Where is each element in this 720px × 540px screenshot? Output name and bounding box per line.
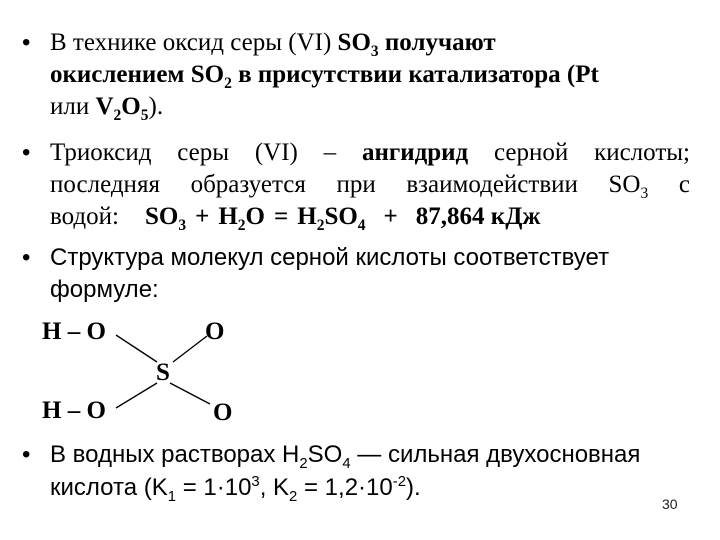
bullet-4-marker: • bbox=[22, 441, 31, 468]
text: кислота (K bbox=[50, 474, 168, 501]
word: взаимодействии bbox=[406, 171, 578, 198]
bond-o-s-top-left bbox=[116, 335, 157, 362]
text: в присутствии катализатора (Pt bbox=[231, 61, 599, 88]
text: 87,864 кДж bbox=[415, 203, 541, 230]
subscript: 1 bbox=[167, 488, 177, 505]
subscript: 3 bbox=[178, 217, 187, 234]
text: получают bbox=[378, 29, 496, 56]
text: + bbox=[383, 203, 398, 230]
subscript: 2 bbox=[237, 217, 246, 234]
text: SO bbox=[324, 203, 358, 230]
text: = bbox=[273, 203, 289, 230]
subscript: 2 bbox=[289, 488, 298, 505]
text: окислением SO bbox=[50, 61, 225, 88]
bullet-3-marker: • bbox=[22, 244, 31, 271]
text: SO bbox=[307, 441, 343, 468]
subscript: 4 bbox=[357, 217, 366, 234]
bullet-4-line-2 bbox=[50, 473, 421, 503]
subscript: 4 bbox=[342, 455, 351, 472]
bullet-3-line-2: формуле: bbox=[50, 276, 159, 303]
bullet-4-line-1 bbox=[50, 440, 640, 470]
superscript: -2 bbox=[392, 474, 406, 490]
text: O bbox=[245, 203, 265, 230]
subscript: 5 bbox=[140, 107, 149, 124]
bond-s-o-bottom-right bbox=[170, 383, 210, 404]
text: В водных растворах H bbox=[50, 441, 300, 468]
formula-top-left: H – O bbox=[42, 318, 106, 345]
subscript: 3 bbox=[640, 185, 649, 202]
word: – bbox=[323, 139, 337, 166]
word: последняя bbox=[50, 171, 160, 198]
bullet-1-marker: • bbox=[22, 29, 31, 56]
word: (VI) bbox=[254, 139, 298, 166]
page-number: 30 bbox=[662, 496, 678, 512]
formula-bottom-right: O bbox=[213, 399, 233, 426]
text: = 1·10 bbox=[176, 474, 252, 501]
word: серной bbox=[494, 139, 569, 166]
text: O bbox=[121, 93, 141, 120]
text: + bbox=[195, 203, 210, 230]
word-bold: ангидрид bbox=[361, 139, 469, 166]
word: Триоксид bbox=[50, 139, 152, 166]
text: ). bbox=[405, 474, 421, 501]
word: с bbox=[678, 171, 690, 198]
text: SO bbox=[337, 29, 371, 56]
formula-bottom-left: H – O bbox=[42, 397, 106, 424]
text: SO bbox=[608, 171, 641, 198]
text: V bbox=[95, 93, 114, 120]
text: или bbox=[50, 93, 96, 120]
text: SO bbox=[144, 203, 179, 230]
superscript: 3 bbox=[251, 474, 260, 490]
subscript: 3 bbox=[370, 43, 379, 60]
text: В технике оксид серы (VI) bbox=[50, 29, 338, 56]
subscript: 2 bbox=[224, 75, 232, 92]
subscript: 2 bbox=[299, 455, 308, 472]
text: H bbox=[218, 203, 238, 230]
subscript: 2 bbox=[316, 217, 325, 234]
formula-top-right: O bbox=[205, 318, 225, 345]
bullet-3-line-1: Структура молекул серной кислоты соответствует bbox=[50, 244, 610, 271]
word: кислоты; bbox=[594, 139, 690, 166]
text: ). bbox=[148, 93, 164, 120]
word: образуется bbox=[190, 171, 306, 198]
text: H bbox=[297, 203, 317, 230]
formula-center-s: S bbox=[156, 359, 170, 386]
subscript: 2 bbox=[113, 107, 122, 124]
text: водой: bbox=[50, 203, 119, 230]
bond-o-s-bottom-left bbox=[116, 383, 157, 408]
text: , K bbox=[259, 474, 290, 501]
word: серы bbox=[177, 139, 230, 166]
word: при bbox=[336, 171, 376, 198]
bond-s-o-top-right bbox=[173, 336, 207, 362]
text: — сильная двухосновная bbox=[350, 441, 641, 468]
text: = 1,2·10 bbox=[297, 474, 393, 501]
bullet-2-marker: • bbox=[22, 139, 31, 166]
